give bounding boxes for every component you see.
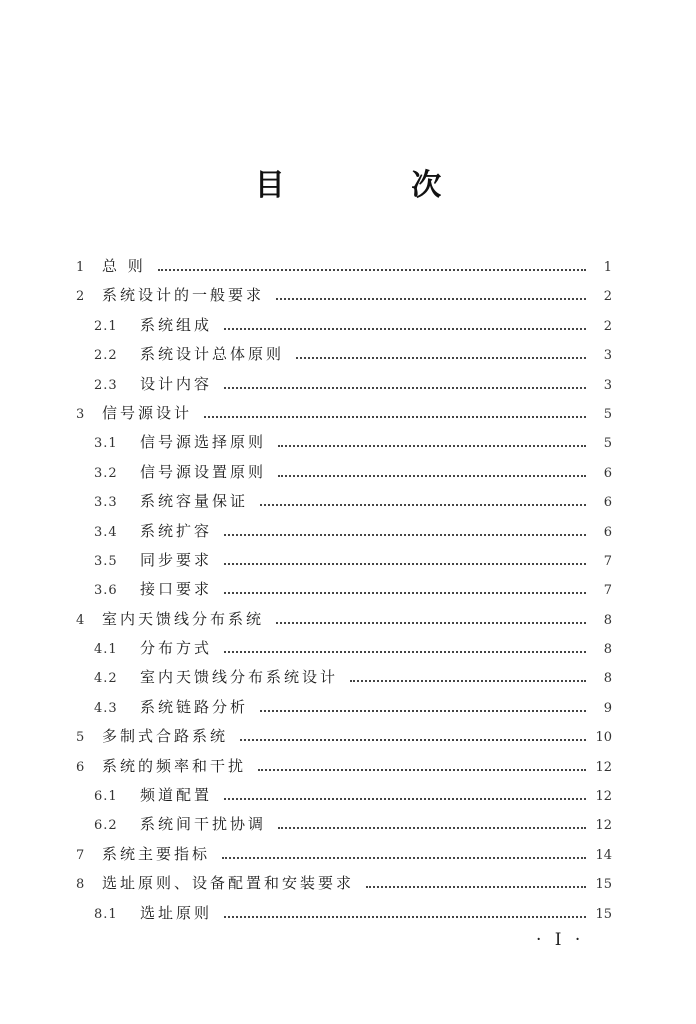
toc-entry[interactable] — [72, 605, 612, 634]
toc-entry-label: 室内天馈线分布系统 — [102, 609, 265, 628]
page-title: 目 次 — [254, 168, 500, 203]
toc-entry-label: 设计内容 — [140, 374, 213, 393]
toc-entry-label: 信号源设计 — [102, 403, 193, 422]
toc-leader-dots — [366, 886, 586, 888]
toc-entry[interactable] — [72, 546, 612, 575]
toc-leader-dots — [224, 916, 586, 918]
toc-entry-number: 3.4 — [94, 524, 118, 540]
toc-entry-page: 3 — [603, 377, 612, 393]
toc-leader-dots — [296, 357, 586, 359]
toc-entry-number: 4 — [76, 612, 85, 628]
toc-leader-dots — [224, 651, 586, 653]
toc-entry-number: 3.5 — [94, 553, 118, 569]
toc-leader-dots — [224, 534, 586, 536]
toc-entry[interactable] — [72, 311, 612, 340]
toc-entry[interactable] — [72, 722, 612, 751]
toc-entry-page: 15 — [595, 906, 612, 922]
toc-entry-label: 同步要求 — [140, 550, 213, 569]
toc-leader-dots — [278, 475, 586, 477]
toc-leader-dots — [158, 269, 586, 271]
toc-leader-dots — [278, 827, 586, 829]
toc-entry-page: 5 — [603, 406, 612, 422]
toc-leader-dots — [278, 445, 586, 447]
toc-entry-page: 14 — [595, 847, 612, 863]
toc-entry-label: 频道配置 — [140, 786, 213, 805]
toc-entry-label: 信号源选择原则 — [140, 433, 267, 452]
toc-entry[interactable] — [72, 252, 612, 281]
toc-entry[interactable] — [72, 899, 612, 928]
toc-leader-dots — [224, 563, 586, 565]
toc-entry[interactable] — [72, 340, 612, 369]
toc-leader-dots — [260, 504, 586, 506]
toc-entry-number: 3.3 — [94, 495, 118, 511]
toc-entry-page: 9 — [603, 700, 612, 716]
toc-entry-label: 分布方式 — [140, 639, 213, 658]
toc-entry-page: 2 — [603, 318, 612, 334]
toc-entry-number: 3 — [76, 406, 85, 422]
toc-entry-label: 系统主要指标 — [102, 844, 211, 863]
toc-entry-label: 室内天馈线分布系统设计 — [140, 668, 339, 687]
toc-leader-dots — [240, 739, 586, 741]
toc-entry[interactable] — [72, 810, 612, 839]
toc-entry-page: 7 — [603, 583, 612, 599]
toc-entry[interactable] — [72, 663, 612, 692]
toc-entry-page: 6 — [603, 465, 612, 481]
toc-entry-label: 系统的频率和干扰 — [102, 756, 247, 775]
toc-entry-page: 8 — [603, 671, 612, 687]
toc-entry-page: 5 — [603, 436, 612, 452]
toc-leader-dots — [222, 857, 586, 859]
toc-entry-page: 1 — [603, 260, 612, 275]
toc-entry-page: 12 — [595, 759, 612, 775]
toc-entry[interactable] — [72, 399, 612, 428]
toc-entry-label: 总 则 — [102, 257, 146, 275]
toc-entry-label: 系统组成 — [140, 315, 213, 334]
toc-entry[interactable] — [72, 370, 612, 399]
toc-entry[interactable] — [72, 281, 612, 310]
toc-entry-label: 系统设计总体原则 — [140, 345, 285, 364]
table-of-contents — [72, 252, 612, 928]
toc-entry-number: 6 — [76, 759, 85, 775]
toc-entry-number: 4.2 — [94, 671, 118, 687]
toc-entry-page: 7 — [603, 553, 612, 569]
toc-entry-number: 7 — [76, 847, 85, 863]
toc-entry-number: 8.1 — [94, 906, 118, 922]
toc-entry-number: 3.6 — [94, 583, 118, 599]
toc-entry-number: 2.3 — [94, 377, 118, 393]
toc-leader-dots — [258, 769, 586, 771]
toc-leader-dots — [204, 416, 586, 418]
toc-entry-number: 2 — [76, 289, 85, 305]
toc-leader-dots — [276, 298, 586, 300]
toc-entry-number: 4.3 — [94, 700, 118, 716]
toc-leader-dots — [224, 387, 586, 389]
toc-entry-label: 系统容量保证 — [140, 492, 249, 511]
toc-entry-number: 1 — [76, 260, 85, 275]
toc-entry[interactable] — [72, 428, 612, 457]
toc-entry-number: 6.1 — [94, 789, 118, 805]
toc-entry[interactable] — [72, 869, 612, 898]
toc-leader-dots — [350, 680, 586, 682]
toc-entry-number: 5 — [76, 730, 85, 746]
toc-entry-page: 6 — [603, 495, 612, 511]
toc-leader-dots — [224, 592, 586, 594]
toc-entry-label: 多制式合路系统 — [102, 727, 229, 746]
toc-entry-label: 系统扩容 — [140, 521, 213, 540]
toc-entry-page: 8 — [603, 612, 612, 628]
toc-entry[interactable] — [72, 693, 612, 722]
toc-entry[interactable] — [72, 634, 612, 663]
toc-entry-page: 15 — [595, 877, 612, 893]
toc-entry-page: 8 — [603, 642, 612, 658]
toc-entry-number: 6.2 — [94, 818, 118, 834]
toc-entry[interactable] — [72, 752, 612, 781]
toc-entry-label: 选址原则、设备配置和安装要求 — [102, 874, 355, 893]
toc-leader-dots — [224, 328, 586, 330]
toc-entry[interactable] — [72, 458, 612, 487]
toc-entry-page: 12 — [595, 789, 612, 805]
toc-entry-page: 3 — [603, 348, 612, 364]
toc-entry[interactable] — [72, 517, 612, 546]
toc-entry-label: 信号源设置原则 — [140, 462, 267, 481]
toc-leader-dots — [276, 622, 586, 624]
toc-entry-page: 10 — [595, 730, 612, 746]
toc-entry-label: 系统链路分析 — [140, 697, 249, 716]
toc-entry-number: 3.2 — [94, 465, 118, 481]
toc-leader-dots — [260, 710, 586, 712]
toc-entry-number: 8 — [76, 877, 85, 893]
toc-leader-dots — [224, 798, 586, 800]
toc-entry-number: 4.1 — [94, 642, 118, 658]
toc-entry[interactable] — [72, 781, 612, 810]
toc-entry-number: 3.1 — [94, 436, 118, 452]
toc-entry-page: 6 — [603, 524, 612, 540]
toc-entry-label: 选址原则 — [140, 903, 213, 922]
toc-entry[interactable] — [72, 575, 612, 604]
toc-entry-number: 2.2 — [94, 348, 118, 364]
toc-entry-page: 12 — [595, 818, 612, 834]
toc-entry-label: 接口要求 — [140, 580, 213, 599]
toc-entry-label: 系统间干扰协调 — [140, 815, 267, 834]
toc-entry-page: 2 — [603, 289, 612, 305]
toc-entry-label: 系统设计的一般要求 — [102, 286, 265, 305]
toc-entry[interactable] — [72, 487, 612, 516]
toc-entry-number: 2.1 — [94, 318, 118, 334]
toc-entry[interactable] — [72, 840, 612, 869]
page-number-footer: · I · — [536, 930, 585, 950]
